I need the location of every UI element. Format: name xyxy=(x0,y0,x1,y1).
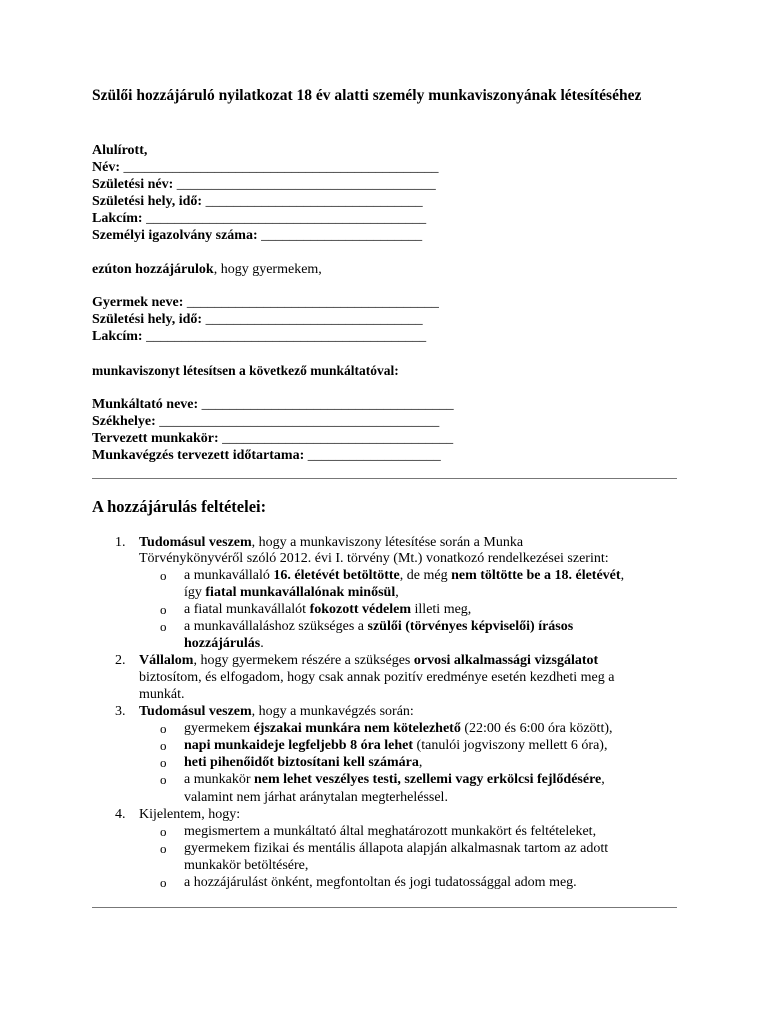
field-blank: ________________________________________ xyxy=(142,329,427,344)
form-field-duration xyxy=(92,447,441,464)
bullet: o xyxy=(160,875,167,890)
field-blank: ____________________________________ xyxy=(183,295,439,310)
field-label: Lakcím: xyxy=(92,211,143,226)
form-field-employer-name xyxy=(92,396,454,413)
field-label: Székhelye: xyxy=(92,414,156,429)
sub-item-text: a munkavállaló 16. életévét betöltötte, de még nem töltötte be a 18. életévét, xyxy=(184,568,625,583)
divider xyxy=(92,478,677,479)
sub-item-text: megismertem a munkáltató által meghatározott munkakört és feltételeket, xyxy=(184,824,597,839)
bullet: o xyxy=(160,738,167,753)
field-label: Személyi igazolvány száma: xyxy=(92,228,258,243)
field-label: Születési hely, idő: xyxy=(92,194,203,209)
list-number: 3. xyxy=(115,704,126,719)
field-label: Születési hely, idő: xyxy=(92,312,203,327)
form-field-address xyxy=(92,210,426,227)
form-field-child-name xyxy=(92,294,439,311)
document-title: Szülői hozzájáruló nyilatkozat 18 év alatti személy munkaviszonyának létesítéséhez xyxy=(92,87,642,104)
field-label: Munkavégzés tervezett időtartama: xyxy=(92,448,305,463)
form-field-headquarters xyxy=(92,413,439,430)
field-label: Név: xyxy=(92,160,120,175)
field-blank: _____________________________________________ xyxy=(120,160,439,175)
list-number: 1. xyxy=(115,535,126,550)
field-blank: _______________________________ xyxy=(202,194,423,209)
bullet: o xyxy=(160,841,167,856)
form-field-position xyxy=(92,430,453,447)
form-field-id-number xyxy=(92,227,422,244)
consent-statement: ezúton hozzájárulok, hogy gyermekem, xyxy=(92,262,322,277)
sub-item-text: munkakör betöltésére, xyxy=(184,858,309,873)
list-item-text: Tudomásul veszem, hogy a munkaviszony létesítése során a Munka xyxy=(139,535,524,550)
field-blank: _______________________________ xyxy=(202,312,423,327)
field-blank: _______________________ xyxy=(257,228,423,243)
sub-item-text: így fiatal munkavállalónak minősül, xyxy=(184,585,399,600)
form-field-birth-name xyxy=(92,176,436,193)
field-blank: _____________________________________ xyxy=(173,177,436,192)
form-field-child-birth xyxy=(92,311,423,328)
sub-item-text: valamint nem járhat aránytalan megterheléssel. xyxy=(184,790,448,805)
list-item-text: munkát. xyxy=(139,687,185,702)
list-item-text: Tudomásul veszem, hogy a munkavégzés során: xyxy=(139,704,414,719)
field-label: Lakcím: xyxy=(92,329,143,344)
field-label: Munkáltató neve: xyxy=(92,397,199,412)
bullet: o xyxy=(160,721,167,736)
sub-item-text: a munkavállaláshoz szükséges a szülői (törvényes képviselői) írásos xyxy=(184,619,574,634)
field-blank: _________________________________ xyxy=(218,431,454,446)
sub-item-text: napi munkaideje legfeljebb 8 óra lehet (tanulói jogviszony mellett 6 óra), xyxy=(184,738,608,753)
field-label: Gyermek neve: xyxy=(92,295,184,310)
intro-text: Alulírott, xyxy=(92,143,148,158)
bullet: o xyxy=(160,602,167,617)
conditions-heading: A hozzájárulás feltételei: xyxy=(92,497,267,516)
bullet: o xyxy=(160,568,167,583)
list-item-text: biztosítom, és elfogadom, hogy csak annak pozitív eredménye esetén kezdheti meg a xyxy=(139,670,615,685)
list-item-text: Vállalom, hogy gyermekem részére a szükséges orvosi alkalmassági vizsgálatot xyxy=(139,653,599,668)
sub-item-text: hozzájárulás. xyxy=(184,636,264,651)
employment-intro: munkaviszonyt létesítsen a következő munkáltatóval: xyxy=(92,363,399,378)
list-number: 2. xyxy=(115,653,126,668)
field-blank: ____________________________________ xyxy=(198,397,454,412)
list-item-text: Kijelentem, hogy: xyxy=(139,807,241,822)
form-field-birth-place xyxy=(92,193,423,210)
form-field-name xyxy=(92,159,439,176)
bullet: o xyxy=(160,755,167,770)
sub-item-text: a hozzájárulást önként, megfontoltan és jogi tudatossággal adom meg. xyxy=(184,875,577,890)
field-blank: ________________________________________ xyxy=(155,414,440,429)
bullet: o xyxy=(160,772,167,787)
field-label: Születési név: xyxy=(92,177,174,192)
field-blank: ________________________________________ xyxy=(142,211,427,226)
bullet: o xyxy=(160,824,167,839)
sub-item-text: a fiatal munkavállalót fokozott védelem illeti meg, xyxy=(184,602,472,617)
bullet: o xyxy=(160,619,167,634)
sub-item-text: gyermekem fizikai és mentális állapota alapján alkalmasnak tartom az adott xyxy=(184,841,609,856)
list-item-text: Törvénykönyvéről szóló 2012. évi I. törvény (Mt.) vonatkozó rendelkezései szerint: xyxy=(139,551,609,566)
form-field-child-address xyxy=(92,328,426,345)
field-label: Tervezett munkakör: xyxy=(92,431,219,446)
sub-item-text: a munkakör nem lehet veszélyes testi, szellemi vagy erkölcsi fejlődésére, xyxy=(184,772,605,787)
list-number: 4. xyxy=(115,807,126,822)
divider xyxy=(92,907,677,908)
sub-item-text: heti pihenőidőt biztosítani kell számára, xyxy=(184,755,423,770)
sub-item-text: gyermekem éjszakai munkára nem kötelezhető (22:00 és 6:00 óra között), xyxy=(184,721,613,736)
field-blank: ___________________ xyxy=(304,448,441,463)
